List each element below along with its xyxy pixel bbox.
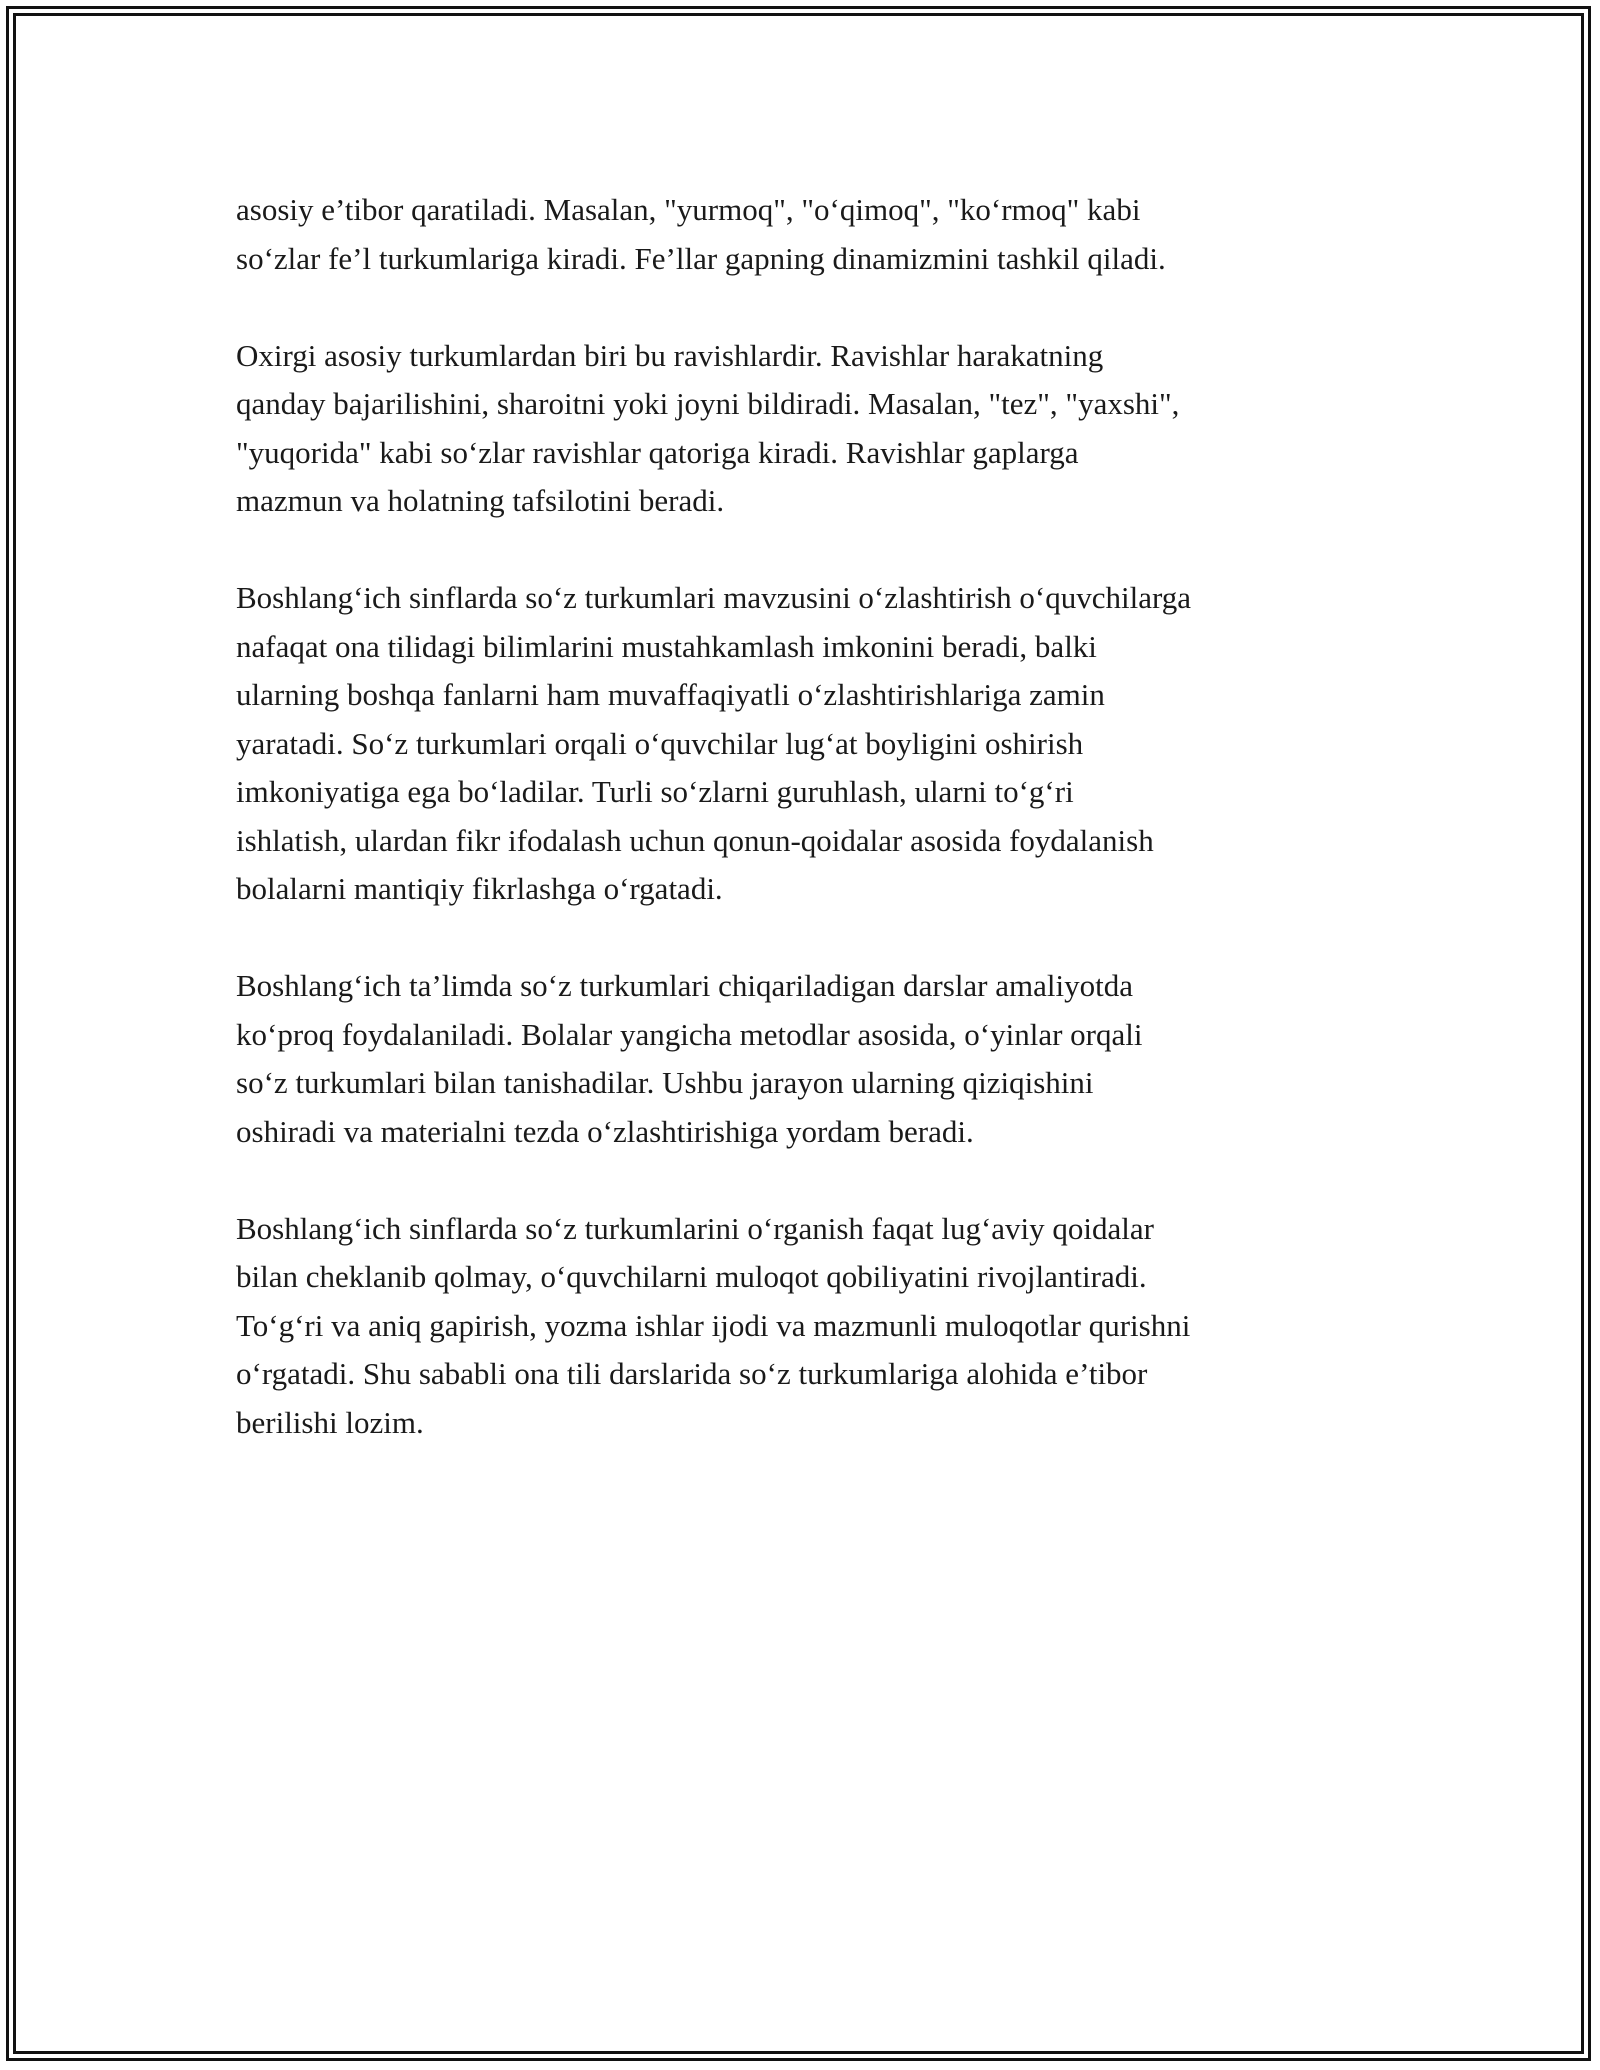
paragraph: Oxirgi asosiy turkumlardan biri bu ravishlardir. Ravishlar harakatning qanday bajarilishini, sharoitni yoki joyni bildiradi. Masalan, "tez", "yaxshi", "yuqorida" kabi so‘zlar ravishlar qatoriga kiradi. Ravishlar gaplarga mazmun va holatning tafsilotini beradi. — [236, 337, 1180, 518]
paragraph: Boshlang‘ich sinflarda so‘z turkumlari mavzusini o‘zlashtirish o‘quvchilarga nafaqat ona tilidagi bilimlarini mustahkamlash imkonini beradi, balki ularning boshqa fanlarni ham muvaffaqiyatli o‘zlashtirishlariga zamin yaratadi. So‘z turkumlari orqali o‘quvchilar lug‘at boyligini oshirish imkoniyatiga ega bo‘ladilar. Turli so‘zlarni guruhlash, ularni to‘g‘ri ishlatish, ulardan fikr ifodalash uchun qonun-qoidalar asosida foydalanish bolalarni mantiqiy fikrlashga o‘rgatadi. — [236, 580, 1192, 906]
paragraph: Boshlang‘ich sinflarda so‘z turkumlarini o‘rganish faqat lug‘aviy qoidalar bilan cheklanib qolmay, o‘quvchilarni muloqot qobiliyatini rivojlantiradi. To‘g‘ri va aniq gapirish, yozma ishlar ijodi va mazmunli muloqotlar qurishni o‘rgatadi. Shu sababli ona tili darslarida so‘z turkumlariga alohida e’tibor berilishi lozim. — [236, 1210, 1191, 1440]
document-body — [236, 186, 1386, 1496]
paragraph: Boshlang‘ich ta’limda so‘z turkumlari chiqariladigan darslar amaliyotda ko‘proq foydalaniladi. Bolalar yangicha metodlar asosida, o‘yinlar orqali so‘z turkumlari bilan tanishadilar. Ushbu jarayon ularning qiziqishini oshiradi va materialni tezda o‘zlashtirishiga yordam beradi. — [236, 968, 1143, 1149]
paragraph: asosiy e’tibor qaratiladi. Masalan, "yurmoq", "o‘qimoq", "ko‘rmoq" kabi so‘zlar fe’l turkumlariga kiradi. Fe’llar gapning dinamizmini tashkil qiladi. — [236, 192, 1166, 276]
